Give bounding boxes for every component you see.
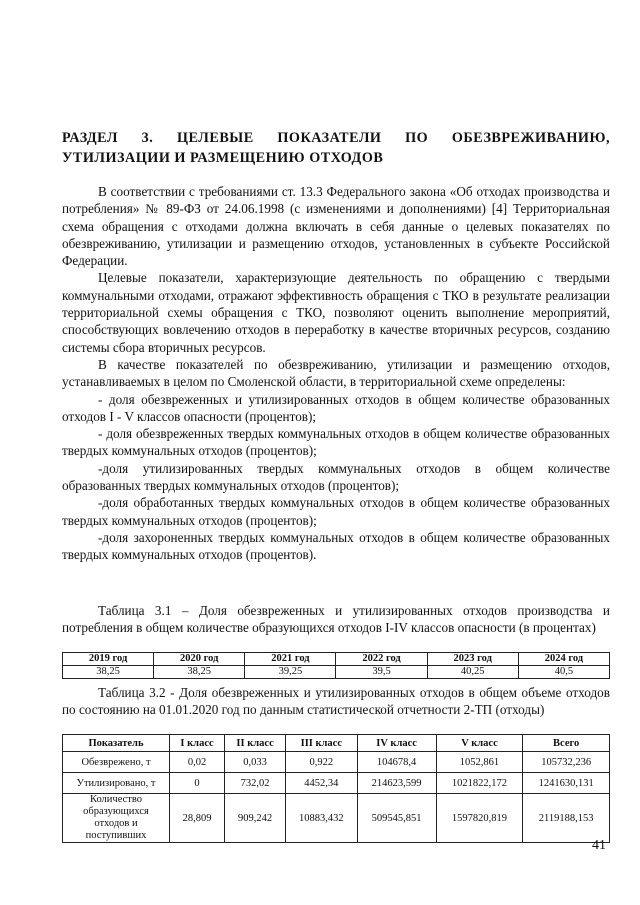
table1-caption: Таблица 3.1 – Доля обезвреженных и утилизированных отходов производства и потребления в общем количестве образующихся отходов I-IV классов опасности (в процентах) bbox=[62, 603, 610, 635]
table-row bbox=[63, 666, 610, 679]
table-cell: 38,25 bbox=[154, 666, 245, 679]
table-cell: 509545,851 bbox=[357, 794, 436, 843]
table-header-row bbox=[63, 653, 610, 666]
table-header-cell: Показатель bbox=[63, 735, 170, 752]
table-cell: 28,809 bbox=[170, 794, 225, 843]
paragraph: В соответствии с требованиями ст. 13.3 Федерального закона «Об отходах производства и потребления» № 89-ФЗ от 24.06.1998 (с изменениями и дополнениями) [4] Территориальная схема обращения с отходами должна включать в себя данные о целевых показателях по обезвреживанию, утилизации и размещению отходов, установленных в субъекте Российской Федерации. bbox=[62, 184, 610, 269]
table-cell: 732,02 bbox=[225, 773, 286, 794]
table-row-label: Количество образующихся отходов и поступивших bbox=[63, 794, 170, 843]
table-header-cell: 2022 год bbox=[336, 653, 427, 666]
table-header-cell: III класс bbox=[286, 735, 358, 752]
table-row-label: Обезврежено, т bbox=[63, 752, 170, 773]
table-cell: 1052,861 bbox=[436, 752, 523, 773]
table-header-cell: V класс bbox=[436, 735, 523, 752]
table-header-cell: II класс bbox=[225, 735, 286, 752]
table-cell: 105732,236 bbox=[523, 752, 610, 773]
table-cell: 0 bbox=[170, 773, 225, 794]
table-cell: 2119188,153 bbox=[523, 794, 610, 843]
paragraph: Целевые показатели, характеризующие деятельность по обращению с твердыми коммунальными отходами, отражают эффективность обращения с ТКО в результате реализации территориальной схемы обращения с ТКО, позволяют оценить выполнение мероприятий, способствующих вовлечению отходов в переработку в качестве вторичных ресурсов, созданию системы сбора вторичных ресурсов. bbox=[62, 270, 610, 355]
table-cell: 4452,34 bbox=[286, 773, 358, 794]
table2 bbox=[62, 734, 610, 843]
table-header-cell: Всего bbox=[523, 735, 610, 752]
table-cell: 909,242 bbox=[225, 794, 286, 843]
table-row bbox=[63, 794, 610, 843]
table-cell: 0,922 bbox=[286, 752, 358, 773]
table-row bbox=[63, 752, 610, 773]
table-cell: 0,033 bbox=[225, 752, 286, 773]
table-cell: 40,25 bbox=[427, 666, 518, 679]
table-header-cell: 2019 год bbox=[63, 653, 154, 666]
body-text bbox=[62, 183, 610, 564]
table-cell: 1597820,819 bbox=[436, 794, 523, 843]
list-item: -доля захороненных твердых коммунальных отходов в общем количестве образованных твердых коммунальных отходов (процентов). bbox=[62, 529, 610, 563]
table-header-cell: I класс bbox=[170, 735, 225, 752]
table-cell: 10883,432 bbox=[286, 794, 358, 843]
table-header-cell: 2024 год bbox=[518, 653, 609, 666]
table-cell: 39,5 bbox=[336, 666, 427, 679]
paragraph: В качестве показателей по обезвреживанию, утилизации и размещению отходов, устанавливаемых в целом по Смоленской области, в территориальной схеме определены: bbox=[62, 356, 610, 390]
page-number: 41 bbox=[592, 838, 606, 853]
table-row bbox=[63, 773, 610, 794]
table-cell: 1241630,131 bbox=[523, 773, 610, 794]
table-header-row bbox=[63, 735, 610, 752]
list-item: -доля обработанных твердых коммунальных отходов в общем количестве образованных твердых коммунальных отходов (процентов); bbox=[62, 495, 610, 528]
table-cell: 40,5 bbox=[518, 666, 609, 679]
table-header-cell: IV класс bbox=[357, 735, 436, 752]
table1 bbox=[62, 652, 610, 679]
table-cell: 214623,599 bbox=[357, 773, 436, 794]
list-item: - доля обезвреженных твердых коммунальных отходов в общем количестве образованных твердых коммунальных отходов (процентов); bbox=[62, 426, 610, 459]
table-header-cell: 2023 год bbox=[427, 653, 518, 666]
section-heading: РАЗДЕЛ 3. ЦЕЛЕВЫЕ ПОКАЗАТЕЛИ ПО ОБЕЗВРЕЖИВАНИЮ, УТИЛИЗАЦИИ И РАЗМЕЩЕНИЮ ОТХОДОВ bbox=[62, 130, 610, 166]
table-row-label: Утилизировано, т bbox=[63, 773, 170, 794]
list-item: -доля утилизированных твердых коммунальных отходов в общем количестве образованных твердых коммунальных отходов (процентов); bbox=[62, 460, 610, 494]
table-cell: 104678,4 bbox=[357, 752, 436, 773]
table-header-cell: 2020 год bbox=[154, 653, 245, 666]
table-cell: 38,25 bbox=[63, 666, 154, 679]
table-cell: 1021822,172 bbox=[436, 773, 523, 794]
list-item: - доля обезвреженных и утилизированных отходов в общем количестве образованных отходов I - V классов опасности (процентов); bbox=[62, 391, 610, 424]
table2-caption: Таблица 3.2 - Доля обезвреженных и утилизированных отходов в общем объеме отходов по состоянию на 01.01.2020 год по данным статистической отчетности 2-ТП (отходы) bbox=[62, 685, 610, 717]
table-header-cell: 2021 год bbox=[245, 653, 336, 666]
table-cell: 0,02 bbox=[170, 752, 225, 773]
table-cell: 39,25 bbox=[245, 666, 336, 679]
